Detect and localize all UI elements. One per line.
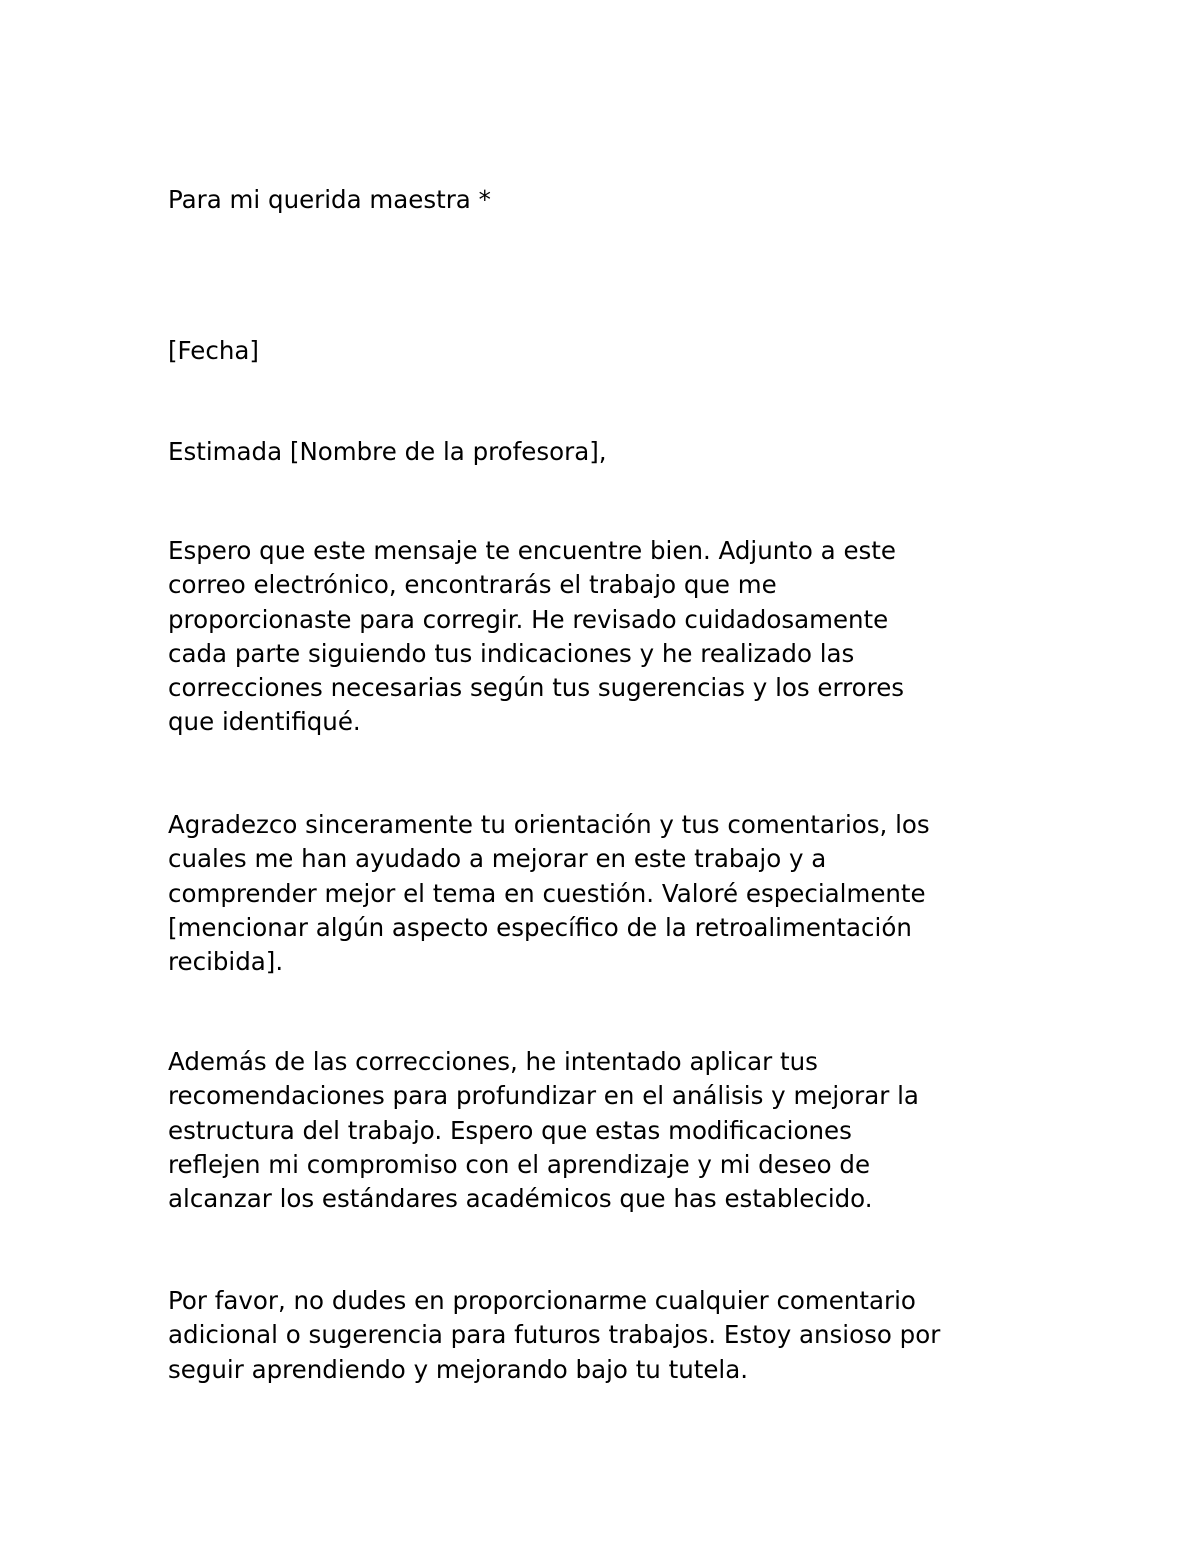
paragraph-line: [mencionar algún aspecto específico de la retroalimentación — [168, 912, 912, 942]
letter-salutation: Estimada [Nombre de la profesora], — [168, 437, 607, 466]
paragraph-line: recomendaciones para profundizar en el análisis y mejorar la — [168, 1081, 919, 1111]
paragraph-line: seguir aprendiendo y mejorando bajo tu tutela. — [168, 1354, 749, 1384]
paragraph-line: proporcionaste para corregir. He revisado cuidadosamente — [168, 604, 889, 634]
paragraph-line: Espero que este mensaje te encuentre bien. Adjunto a este — [168, 536, 896, 565]
paragraph-line: que identifiqué. — [168, 707, 361, 737]
paragraph-line: reflejen mi compromiso con el aprendizaje y mi deseo de — [168, 1149, 871, 1179]
paragraph-line: estructura del trabajo. Espero que estas modificaciones — [168, 1115, 852, 1145]
paragraph-line: correo electrónico, encontrarás el trabajo que me — [168, 570, 777, 600]
paragraph-line: adicional o sugerencia para futuros trabajos. Estoy ansioso por — [168, 1320, 941, 1350]
paragraph-line: cada parte siguiendo tus indicaciones y he realizado las — [168, 638, 855, 668]
paragraph-3 — [168, 1045, 919, 1216]
paragraph-1 — [168, 534, 904, 740]
paragraph-line: cuales me han ayudado a mejorar en este trabajo y a — [168, 844, 827, 874]
paragraph-2 — [168, 808, 930, 979]
paragraph-line: Además de las correcciones, he intentado aplicar tus — [168, 1047, 818, 1076]
paragraph-4 — [168, 1284, 940, 1387]
paragraph-line: comprender mejor el tema en cuestión. Valoré especialmente — [168, 878, 926, 908]
paragraph-line: correcciones necesarias según tus sugerencias y los errores — [168, 673, 905, 703]
paragraph-line: Agradezco sinceramente tu orientación y tus comentarios, los — [168, 810, 930, 839]
letter-date: [Fecha] — [168, 336, 259, 365]
paragraph-line: recibida]. — [168, 947, 284, 977]
paragraph-line: Por favor, no dudes en proporcionarme cualquier comentario — [168, 1286, 916, 1315]
letter-heading: Para mi querida maestra * — [168, 185, 491, 214]
paragraph-line: alcanzar los estándares académicos que has establecido. — [168, 1184, 873, 1214]
